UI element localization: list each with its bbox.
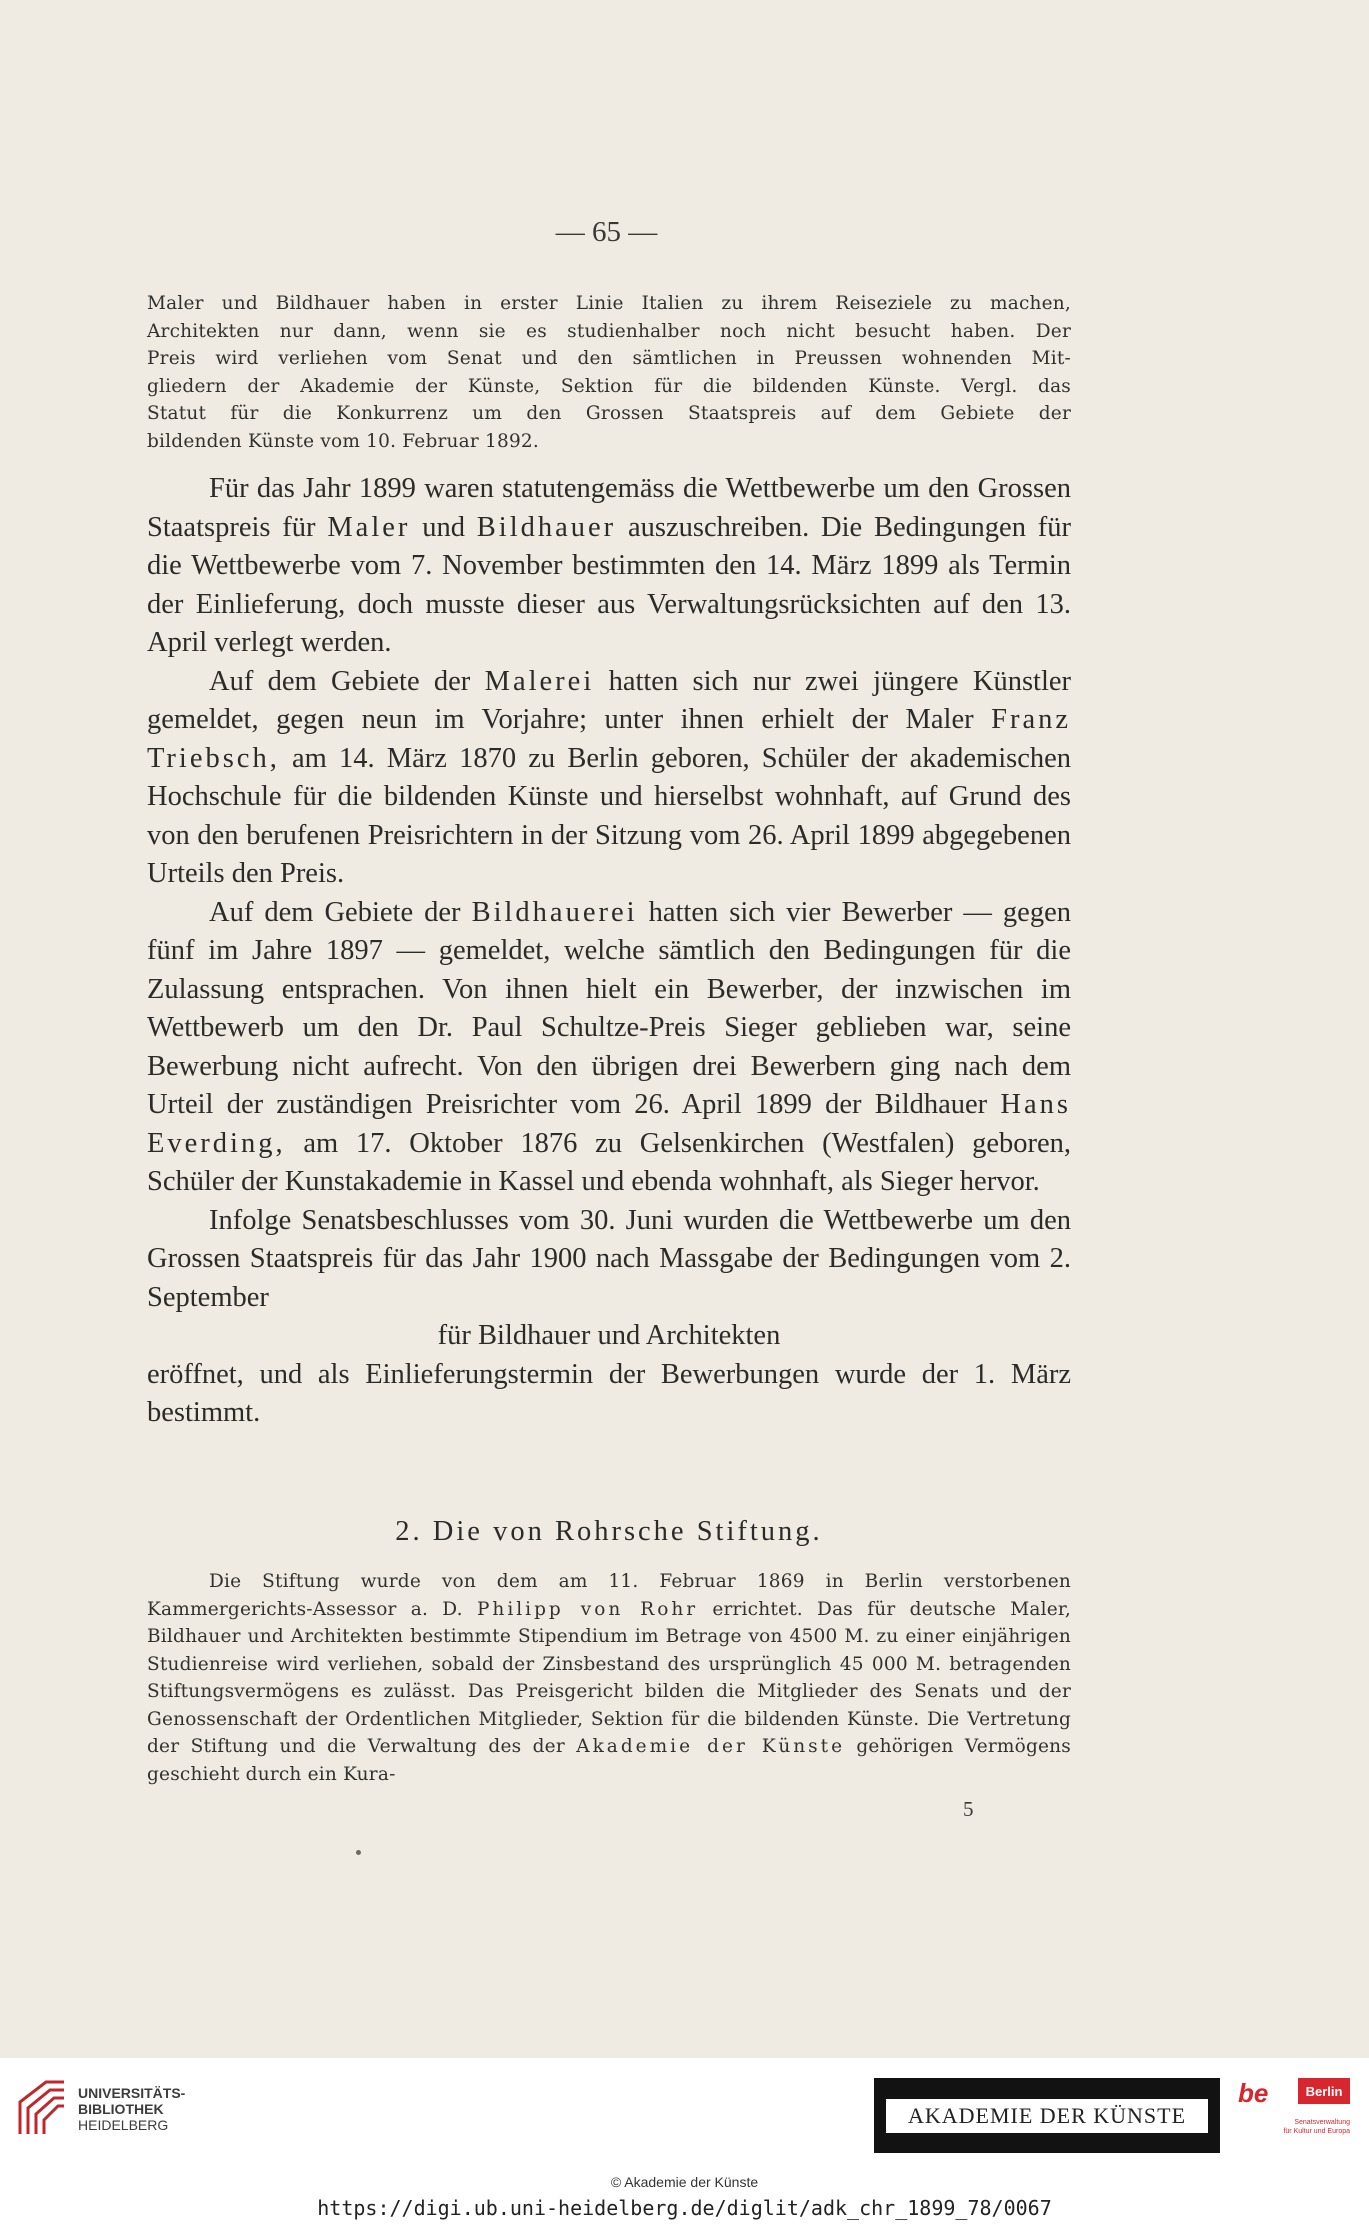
text-span: Die Stiftung wurde von dem am 11. Februar 1869 in Berlin verstorbenen Kammergerichts-Assessor a. D. <box>147 1571 1071 1620</box>
library-line: BIBLIOTHEK <box>78 2101 164 2117</box>
signature-mark: 5 <box>963 1797 974 1821</box>
section-heading: 2. Die von Rohrsche Stiftung. <box>395 1516 823 1547</box>
intro-line: bildenden Künste vom 10. Februar 1892. <box>147 430 539 452</box>
library-line: UNIVERSITÄTS- <box>78 2085 186 2101</box>
text-span: Auf dem Gebiete der <box>209 896 461 928</box>
text-span: auszuschreiben. Die Bedingungen für die Wettbewerbe vom 7. November bestimmten den 14. März 1899 als Termin der Einlieferung, doch musste dieser aus Verwaltungsrücksichten auf den 13. April verlegt werden. <box>147 511 1071 658</box>
main-text <box>147 470 1071 1433</box>
text-span: Auf dem Gebiete der <box>209 665 471 697</box>
spaced-word: Akademie der Künste <box>576 1736 846 1757</box>
page-number: — 65 — <box>555 216 658 248</box>
senat-line: Senatsverwaltung <box>1294 2119 1350 2126</box>
university-library-name <box>78 2085 185 2133</box>
text-span: errichtet. Das für deutsche Maler, Bildhauer und Architekten bestimmte Stipendium im Betrage von 4500 M. zu einer einjährigen Studienreise wird verliehen, sobald der Zinsbestand des ursprünglich 45 000 M. betragenden Stiftungsvermögens es zulässt. Das Preisgericht bilden die Mitglieder des Senats und der Genossenschaft der Ordentlichen Mitglieder, Sektion für die bildenden Künste. Die Vertretung der Stiftung und die Verwaltung des der <box>147 1598 1071 1757</box>
text-span: am 17. Oktober 1876 zu Gelsenkirchen (Westfalen) geboren, Schüler der Kunstakademie in Kassel und ebenda wohnhaft, als Sieger hervor. <box>147 1127 1072 1197</box>
text-span: hatten sich vier Bewerber — gegen fünf im Jahre 1897 — gemeldet, welche sämtlich den Bedingungen für die Zulassung entsprachen. Von ihnen hielt ein Bewerber, der inzwischen im Wettbewerb um den Dr. Paul Schultze-Preis Sieger geblieben war, seine Bewerbung nicht aufrecht. Von den übrigen drei Bewerbern ging nach dem Urteil der zuständigen Preisrichter vom 26. April 1899 der Bildhauer <box>147 896 1071 1120</box>
text-span: und <box>422 511 465 543</box>
text-span: Für das Jahr 1899 waren statutengemäss die Wettbewerbe um den Grossen Staatspreis für <box>147 473 1071 543</box>
spaced-word: Bildhauerei <box>471 896 638 928</box>
permalink-url[interactable]: https://digi.ub.uni-heidelberg.de/diglit/adk_chr_1899_78/0067 <box>317 2196 1052 2220</box>
spaced-name: Hans Everding, <box>147 1089 1071 1159</box>
ink-speck <box>356 1850 361 1855</box>
spaced-name: Philipp von Rohr <box>476 1598 699 1620</box>
text-span: gehörigen Vermögens geschieht durch ein Kura- <box>147 1736 1071 1785</box>
paragraph-4-center: für Bildhauer und Architekten <box>437 1320 781 1351</box>
spaced-word: Maler <box>327 511 411 543</box>
text-span: am 14. März 1870 zu Berlin geboren, Schüler der akademischen Hochschule für die bildenden Künste und hierselbst wohnhaft, auf Grund des von den berufenen Preisrichtern in der Sitzung vom 26. April 1899 abgegebenen Urteils den Preis. <box>147 742 1072 889</box>
intro-footnote-block <box>147 290 1071 455</box>
viewer-footer <box>0 2058 1369 2230</box>
berlin-badge: Berlin <box>1298 2078 1350 2104</box>
paragraph-1 <box>147 470 1071 663</box>
intro-line: Maler und Bildhauer haben in erster Linie Italien zu ihrem Reiseziele zu machen, <box>147 293 1071 314</box>
senat-text <box>1276 2118 1350 2136</box>
copyright-notice: © Akademie der Künste <box>610 2174 759 2190</box>
intro-line: Preis wird verliehen vom Senat und den sämtlichen in Preussen wohnenden Mit- <box>147 348 1071 369</box>
senat-line: für Kultur und Europa <box>1283 2128 1350 2135</box>
akademie-label: AKADEMIE DER KÜNSTE <box>886 2099 1208 2133</box>
spaced-name: Franz Triebsch, <box>147 704 1071 774</box>
bemit-wordmark: be <box>1238 2078 1269 2108</box>
text-span: hatten sich nur zwei jüngere Künstler gemeldet, gegen neun im Vorjahre; unter ihnen erhielt der Maler <box>147 665 1072 735</box>
stiftung-text <box>147 1568 1071 1788</box>
spaced-word: Malerei <box>484 665 595 697</box>
stiftung-paragraph <box>147 1568 1071 1788</box>
intro-line: Architekten nur dann, wenn sie es studienhalber noch nicht besucht haben. Der <box>147 320 1071 342</box>
paragraph-4-end: eröffnet, und als Einlieferungstermin der Bewerbungen wurde der 1. März bestimmt. <box>147 1358 1071 1428</box>
senat-berlin-logo[interactable] <box>1236 2072 1352 2154</box>
paragraph-3 <box>147 894 1071 1202</box>
akademie-logo[interactable] <box>874 2078 1220 2153</box>
paragraph-4: Infolge Senatsbeschlusses vom 30. Juni wurden die Wettbewerbe um den Grossen Staatspreis für das Jahr 1900 nach Massgabe der Bedingungen vom 2. September <box>147 1204 1071 1313</box>
paragraph-2 <box>147 663 1071 894</box>
intro-line: Statut für die Konkurrenz um den Grossen Staatspreis auf dem Gebiete der <box>147 403 1071 424</box>
spaced-word: Bildhauer <box>476 511 617 543</box>
university-library-logo-icon <box>16 2078 68 2138</box>
intro-line: gliedern der Akademie der Künste, Sektion für die bildenden Künste. Vergl. das <box>147 375 1071 397</box>
library-line: HEIDELBERG <box>78 2117 169 2133</box>
